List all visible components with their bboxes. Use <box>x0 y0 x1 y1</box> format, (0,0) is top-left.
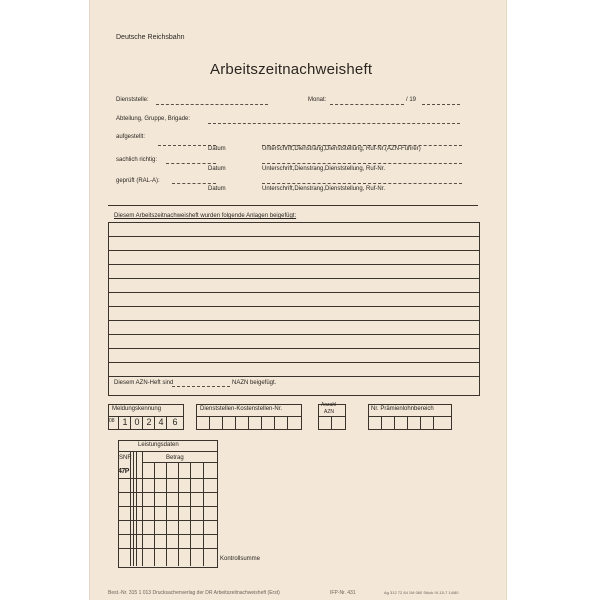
pr-divider <box>420 416 421 429</box>
mk-divider <box>166 416 167 429</box>
footer-print-info: Best.-Nr. 315 1 013 Drucksachenverlag der DR Arbeitszeitnachweisheft (Erst) <box>108 590 280 596</box>
attachment-line <box>109 222 479 223</box>
first-row-code: 47P <box>118 468 129 475</box>
attachment-line <box>109 278 479 279</box>
pr-divider <box>433 416 434 429</box>
sachlich-datum-caption: Datum <box>208 166 226 172</box>
mk-divider <box>142 416 143 429</box>
pr-divider <box>407 416 408 429</box>
attachment-line <box>109 250 479 251</box>
abteilung-label: Abteilung, Gruppe, Brigade: <box>116 116 191 122</box>
attachment-line <box>109 362 479 363</box>
monat-label: Monat: <box>308 97 327 103</box>
mk-digit: 1 <box>122 417 128 427</box>
mk-digit: 4 <box>158 417 164 427</box>
leistungsdaten-title: Leistungsdaten <box>138 442 179 448</box>
mk-digit: 2 <box>146 417 152 427</box>
anzahl-field[interactable] <box>318 416 346 430</box>
meldungskennung-label: Meldungskennung <box>112 406 162 412</box>
praemien-label: Nr. Prämienlohnbereich <box>371 406 434 412</box>
pr-divider <box>394 416 395 429</box>
attachment-line <box>109 376 479 377</box>
geprueft-datum-caption: Datum <box>208 186 226 192</box>
sachlich-label: sachlich richtig: <box>116 157 158 163</box>
row-line <box>118 506 217 507</box>
geprueft-signature-caption: Unterschrift,Dienstrang,Dienststellung, Ruf-Nr. <box>262 186 386 192</box>
ks-divider <box>222 416 223 429</box>
section-divider <box>108 205 478 206</box>
sachlich-signature-field[interactable] <box>262 163 462 164</box>
attachment-line <box>109 236 479 237</box>
ks-divider <box>209 416 210 429</box>
anzahl-label: Anzahl <box>321 402 337 408</box>
attachment-line <box>109 306 479 307</box>
pr-divider <box>381 416 382 429</box>
year-label: / 19 <box>406 97 417 103</box>
ks-divider <box>261 416 262 429</box>
dienststelle-label: Dienststelle: <box>116 97 149 103</box>
aufgestellt-signature-caption: Unterschrift,Dienstrang,Dienststellung, Ruf-Nr.(AZN-Führer) <box>262 146 421 152</box>
aufgestellt-datum-caption: Datum <box>208 146 226 152</box>
row-line <box>142 462 217 463</box>
mk-divider <box>118 416 119 429</box>
footer-ifp: IFP-Nr. 431 <box>330 590 356 596</box>
attachment-line <box>109 320 479 321</box>
mk-digit: 6 <box>172 417 178 427</box>
mk-digit: 0 <box>134 417 140 427</box>
row-line <box>118 492 217 493</box>
ks-divider <box>235 416 236 429</box>
org-name: Deutsche Reichsbahn <box>116 34 185 41</box>
betrag-label: Betrag <box>166 455 184 461</box>
row-line <box>118 520 217 521</box>
meldungskennung-prefix: 08 <box>109 418 115 424</box>
ks-divider <box>248 416 249 429</box>
attachment-line <box>109 292 479 293</box>
sachlich-signature-caption: Unterschrift,Dienstrang,Dienststellung, Ruf-Nr. <box>262 166 386 172</box>
abteilung-field[interactable] <box>208 123 460 124</box>
dienststelle-field[interactable] <box>156 104 268 105</box>
attachment-line <box>109 334 479 335</box>
attachments-heading: Diesem Arbeitszeitnachweisheft wurden folgende Anlagen beigefügt: <box>114 213 297 219</box>
geprueft-label: geprüft (RAL-A): <box>116 178 160 184</box>
row-line <box>118 534 217 535</box>
geprueft-date-field[interactable] <box>172 183 216 184</box>
attachments-list[interactable] <box>108 222 480 396</box>
attachment-line <box>109 264 479 265</box>
kostenstellen-label: Dienststellen-Kostenstellen-Nr. <box>200 406 283 412</box>
az-divider <box>331 416 332 429</box>
kontrollsumme-label: Kontrollsumme <box>220 556 261 562</box>
attachments-count-field[interactable] <box>172 386 230 387</box>
mk-divider <box>154 416 155 429</box>
mk-divider <box>130 416 131 429</box>
attachments-count-prefix: Diesem AZN-Heft sind <box>114 380 174 386</box>
ks-divider <box>287 416 288 429</box>
sachlich-date-field[interactable] <box>166 163 216 164</box>
attachments-count-suffix: NAZN beigefügt. <box>232 380 277 386</box>
ks-divider <box>274 416 275 429</box>
azn-label: AZN <box>324 409 334 415</box>
geprueft-signature-field[interactable] <box>262 183 462 184</box>
row-line <box>118 548 217 549</box>
footer-order-code: Ag 312 72 84 1M 060 Stück IV-15-7 14/80 <box>384 590 459 595</box>
year-field[interactable] <box>422 104 460 105</box>
snr-label: SNR <box>119 455 132 461</box>
monat-field[interactable] <box>330 104 404 105</box>
aufgestellt-label: aufgestellt: <box>116 134 146 140</box>
row-line <box>118 478 217 479</box>
form-title: Arbeitszeitnachweisheft <box>210 61 373 78</box>
attachment-line <box>109 348 479 349</box>
